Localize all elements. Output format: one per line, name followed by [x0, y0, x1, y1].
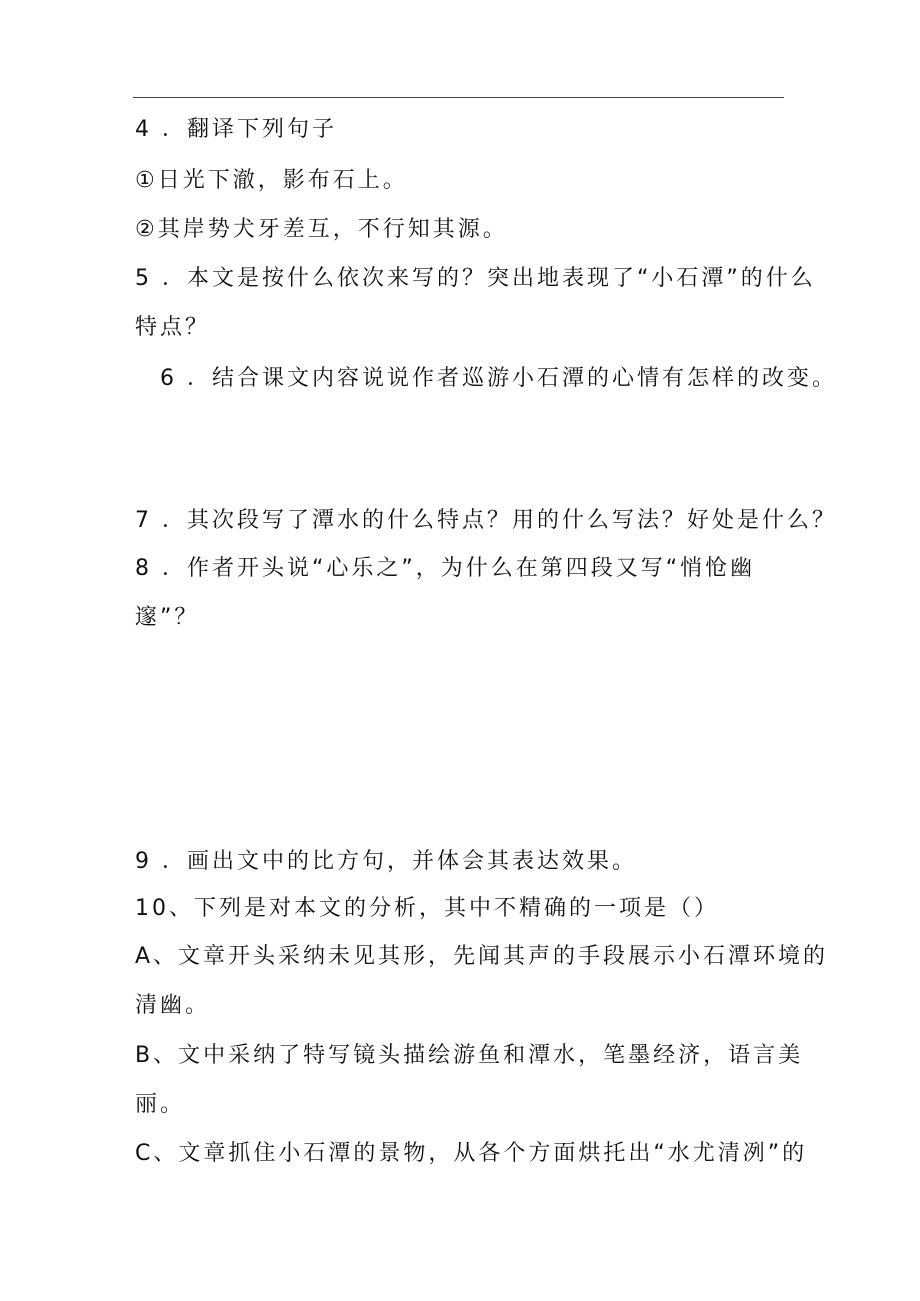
header-rule: [133, 97, 784, 98]
question-5-continued: 特点？: [135, 315, 211, 340]
option-b: B、文中采纳了特写镜头描绘游鱼和潭水，笔墨经济，语言美: [135, 1043, 804, 1068]
option-a: A、文章开头采纳未见其形，先闻其声的手段展示小石潭环境的: [135, 944, 829, 969]
question-4: 4 ．翻译下列句子: [135, 117, 337, 142]
sentence-1: ①日光下澈，影布石上。: [135, 168, 408, 193]
sentence-2: ②其岸势犬牙差互，不行知其源。: [135, 217, 508, 242]
question-8: 8 ．作者开头说“心乐之”，为什么在第四段又写“悄怆幽: [135, 556, 756, 581]
question-10: 10、下列是对本文的分析，其中不精确的一项是（）: [135, 896, 719, 921]
option-b-continued: 丽。: [135, 1092, 186, 1117]
option-a-continued: 清幽。: [135, 993, 211, 1018]
question-7: 7 ．其次段写了潭水的什么特点？用的什么写法？好处是什么？: [135, 508, 837, 533]
question-8-continued: 邃”？: [135, 605, 200, 630]
option-c: C、文章抓住小石潭的景物，从各个方面烘托出“水尤清冽”的: [135, 1141, 808, 1166]
question-9: 9 ．画出文中的比方句，并体会其表达效果。: [135, 849, 637, 874]
question-5: 5 ．本文是按什么依次来写的？突出地表现了“小石潭”的什么: [135, 266, 816, 291]
question-6: 6 ．结合课文内容说说作者巡游小石潭的心情有怎样的改变。: [160, 366, 837, 391]
